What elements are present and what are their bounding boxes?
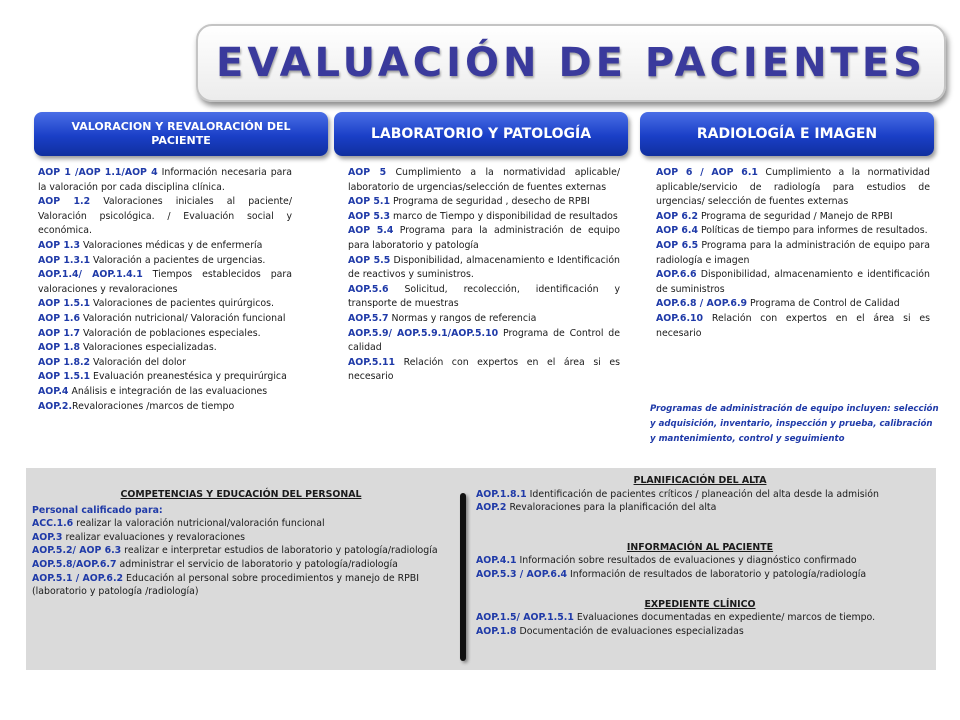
- planificacion-title: PLANIFICACIÓN DEL ALTA: [633, 475, 767, 486]
- list-item: AOP.4.1 Información sobre resultados de evaluaciones y diagnóstico confirmado: [476, 555, 857, 567]
- page-title: EVALUACIÓN DE PACIENTES: [216, 40, 926, 86]
- list-item: AOP.6.8 / AOP.6.9 Programa de Control de Calidad: [656, 298, 900, 310]
- list-item: AOP.2.Revaloraciones /marcos de tiempo: [38, 400, 235, 412]
- list-radiologia: [656, 166, 930, 341]
- list-item: AOP 5.3 marco de Tiempo y disponibilidad de resultados: [348, 210, 618, 222]
- list-item: AOP.6.10 Relación con expertos en el área si es necesario: [656, 312, 930, 339]
- list-item: AOP.5.8/AOP.6.7 administrar el servicio de laboratorio y patología/radiología: [32, 558, 398, 570]
- list-item: AOP.5.6 Solicitud, recolección, identificación y transporte de muestras: [348, 283, 620, 310]
- competencias-section: [32, 488, 450, 599]
- list-item: AOP 5 Cumplimiento a la normatividad aplicable/ laboratorio de urgencias/selección de fuentes externas: [348, 167, 620, 193]
- header-radiologia: RADIOLOGÍA E IMAGEN: [640, 112, 934, 156]
- list-item: AOP 6.4 Políticas de tiempo para informes de resultados.: [656, 225, 928, 237]
- list-item: AOP 1.5.1 Valoraciones de pacientes quirúrgicos.: [38, 298, 274, 310]
- list-item: AOP 5.5 Disponibilidad, almacenamiento e Identificación de reactivos y suministros.: [348, 254, 620, 281]
- list-item: AOP.5.11 Relación con expertos en el área si es necesario: [348, 356, 620, 383]
- right-sections: [476, 474, 924, 638]
- list-item: AOP.5.2/ AOP 6.3 realizar e interpretar estudios de laboratorio y patología/radiología: [32, 545, 438, 557]
- list-item: AOP 1.7 Valoración de poblaciones especiales.: [38, 327, 261, 339]
- list-item: AOP.1.4/ AOP.1.4.1 Tiempos establecidos para valoraciones y revaloraciones: [38, 269, 292, 295]
- list-item: AOP 1.3.1 Valoración a pacientes de urgencias.: [38, 254, 266, 266]
- list-item: AOP.5.3 / AOP.6.4 Información de resultados de laboratorio y patología/radiología: [476, 568, 867, 580]
- list-item: AOP 1.8 Valoraciones especializadas.: [38, 342, 217, 354]
- panel-divider: [460, 493, 466, 661]
- list-item: AOP 1.3 Valoraciones médicas y de enfermería: [38, 239, 263, 251]
- list-valoracion: [38, 166, 292, 414]
- list-item: AOP 6 / AOP 6.1 Cumplimiento a la normatividad aplicable/servicio de radiología para estudios de urgencias/ selección de fuentes externas: [656, 167, 930, 208]
- list-item: AOP.5.9/ AOP.5.9.1/AOP.5.10 Programa de Control de calidad: [348, 327, 620, 354]
- list-item: AOP 5.1 Programa de seguridad , desecho de RPBI: [348, 196, 590, 208]
- list-item: AOP 1.8.2 Valoración del dolor: [38, 356, 187, 368]
- list-item: AOP.5.7 Normas y rangos de referencia: [348, 312, 537, 324]
- competencias-title: COMPETENCIAS Y EDUCACIÓN DEL PERSONAL: [120, 489, 362, 500]
- list-item: AOP 1 /AOP 1.1/AOP 4 Información necesaria para la valoración por cada disciplina clínica.: [38, 167, 292, 193]
- list-item: ACC.1.6 realizar la valoración nutricional/valoración funcional: [32, 518, 325, 530]
- list-item: AOP.4 Análisis e integración de las evaluaciones: [38, 385, 268, 397]
- list-laboratorio: [348, 166, 620, 385]
- equipment-note: Programas de administración de equipo incluyen: selección y adquisición, inventario, inspección y prueba, calibración y mantenimiento, control y seguimiento: [650, 404, 939, 444]
- title-banner: [196, 24, 946, 102]
- list-item: AOP.1.5/ AOP.1.5.1 Evaluaciones documentadas en expediente/ marcos de tiempo.: [476, 612, 876, 624]
- header-valoracion: VALORACION Y REVALORACIÓN DEL PACIENTE: [34, 112, 328, 156]
- competencias-subhead: Personal calificado para:: [32, 504, 163, 516]
- list-item: AOP 1.6 Valoración nutricional/ Valoración funcional: [38, 312, 286, 324]
- informacion-title: INFORMACIÓN AL PACIENTE: [626, 541, 774, 553]
- list-item: AOP 1.5.1 Evaluación preanestésica y prequirúrgica: [38, 371, 287, 383]
- list-item: AOP 6.2 Programa de seguridad / Manejo de RPBI: [656, 210, 893, 222]
- list-item: AOP.5.1 / AOP.6.2 Educación al personal sobre procedimientos y manejo de RPBI (laboratorio y patología /radiología): [32, 572, 419, 598]
- list-item: AOP 1.2 Valoraciones iniciales al paciente/ Valoración psicológica. / Evaluación social y económica.: [38, 196, 292, 237]
- list-item: AOP.1.8.1 Identificación de pacientes críticos / planeación del alta desde la admisión: [476, 488, 879, 500]
- list-item: AOP.1.8 Documentación de evaluaciones especializadas: [476, 625, 744, 637]
- expediente-title: EXPEDIENTE CLÍNICO: [644, 598, 756, 610]
- list-item: AOP.6.6 Disponibilidad, almacenamiento e identificación de suministros: [656, 269, 930, 295]
- list-item: AOP.2 Revaloraciones para la planificación del alta: [476, 502, 717, 514]
- list-item: AOP.3 realizar evaluaciones y revaloraciones: [32, 531, 246, 543]
- header-laboratorio: LABORATORIO Y PATOLOGÍA: [334, 112, 628, 156]
- list-item: AOP 5.4 Programa para la administración de equipo para laboratorio y patología: [348, 225, 620, 251]
- list-item: AOP 6.5 Programa para la administración de equipo para radiología e imagen: [656, 239, 930, 266]
